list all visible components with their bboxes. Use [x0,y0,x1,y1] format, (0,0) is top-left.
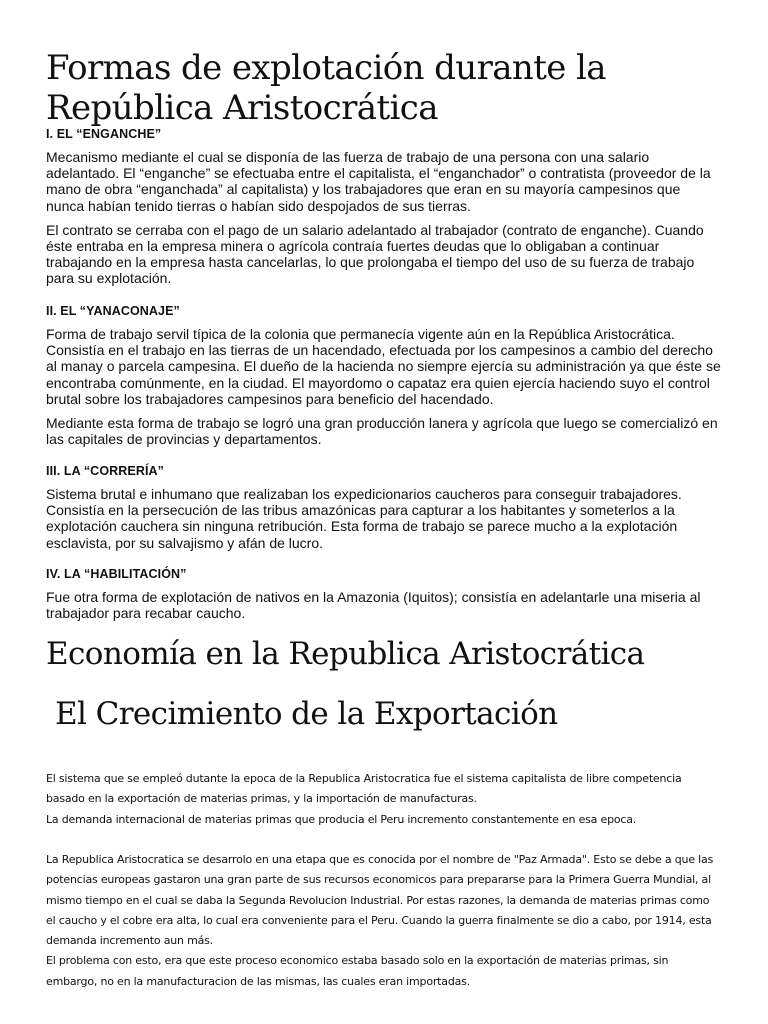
export-title: El Crecimiento de la Exportación [55,696,558,732]
economy-title: Economía en la Republica Aristocrática [46,636,645,672]
section-heading: I. EL “ENGANCHE” [46,127,162,141]
section-enganche [46,127,722,295]
section-yanaconaje [46,304,722,455]
section-heading: II. EL “YANACONAJE” [46,304,180,318]
section-correria [46,464,722,559]
economy-paragraph: La demanda internacional de materias primas que producia el Peru incremento constantemente en esa epoca. [46,812,637,826]
section-paragraph: Mecanismo mediante el cual se disponía de las fuerza de trabajo de una persona con una salario adelantado. El “enganche” se efectuaba entre el capitalista, el “enganchador” o contratista (proveedor de la mano de obra “enganchada” al capitalista) y los trabajadores que eran en su mayoría campesinos que nunca habían tenido tierras o habían sido despojados de sus tierras. [46,149,711,214]
page-title: Formas de explotación durante la República Aristocrática [46,48,606,128]
section-paragraph: Sistema brutal e inhumano que realizaban los expedicionarios caucheros para conseguir trabajadores. Consistía en la persecución de las tribus amazónicas para capturar a los habitantes y someterlos a la explotación cauchera sin ninguna retribución. Esta forma de trabajo se parece mucho a la explotación esclavista, por su salvajismo y afán de lucro. [46,486,682,551]
section-paragraph: Mediante esta forma de trabajo se logró una gran producción lanera y agrícola que luego se comercializó en las capitales de provincias y departamentos. [46,415,718,448]
section-paragraph: Fue otra forma de explotación de nativos en la Amazonia (Iquitos); consistía en adelantarle una miseria al trabajador para recabar caucho. [46,589,701,622]
economy-text-block-2 [46,850,714,992]
section-heading: IV. LA “HABILITACIÓN” [46,567,187,581]
section-heading: III. LA “CORRERÍA” [46,464,165,478]
economy-paragraph: La Republica Aristocratica se desarrolo en una etapa que es conocida por el nombre de "Paz Armada". Esto se debe a que las potencias europeas gastaron una gran parte de sus recursos economicos para prepararse para la Primera Guerra Mundial, al mismo tiempo en el cual se daba la Segunda Revolucion Industrial. Por estas razones, la demanda de materias primas como el caucho y el cobre era alta, lo cual era conveniente para el Peru. Cuando la guerra finalmente se dio a cabo, por 1914, esta demanda incremento aun más. [46,853,714,948]
economy-paragraph: El sistema que se empleó dutante la epoca de la Republica Aristocratica fue el sistema capitalista de libre competencia basado en la exportación de materias primas, y la importación de manufacturas. [46,772,682,806]
section-paragraph: El contrato se cerraba con el pago de un salario adelantado al trabajador (contrato de enganche). Cuando éste entraba en la empresa minera o agrícola contraía fuertes deudas que lo obligaban a continuar trabajando en la empresa hasta cancelarlas, lo que prolongaba el tiempo del uso de su fuerza de trabajo para su explotación. [46,221,704,287]
section-paragraph: Forma de trabajo servil típica de la colonia que permanecía vigente aún en la República Aristocrática. Consistía en el trabajo en las tierras de un hacendado, efectuada por los campesinos a cambio del derecho al manay o parcela campesina. El dueño de la hacienda no siempre ejercía su administración ya que éste se encontraba comúnmente, en la ciudad. El mayordomo o capataz era quien ejercía haciendo suyo el control brutal sobre los trabajadores campesinos para beneficio del hacendado. [46,326,721,407]
section-habilitacion [46,567,722,629]
economy-paragraph: El problema con esto, era que este proceso economico estaba basado solo en la exportación de materias primas, sin embargo, no en la manufacturacion de las mismas, las cuales eran importadas. [46,954,669,988]
economy-text-block-1 [46,769,714,830]
